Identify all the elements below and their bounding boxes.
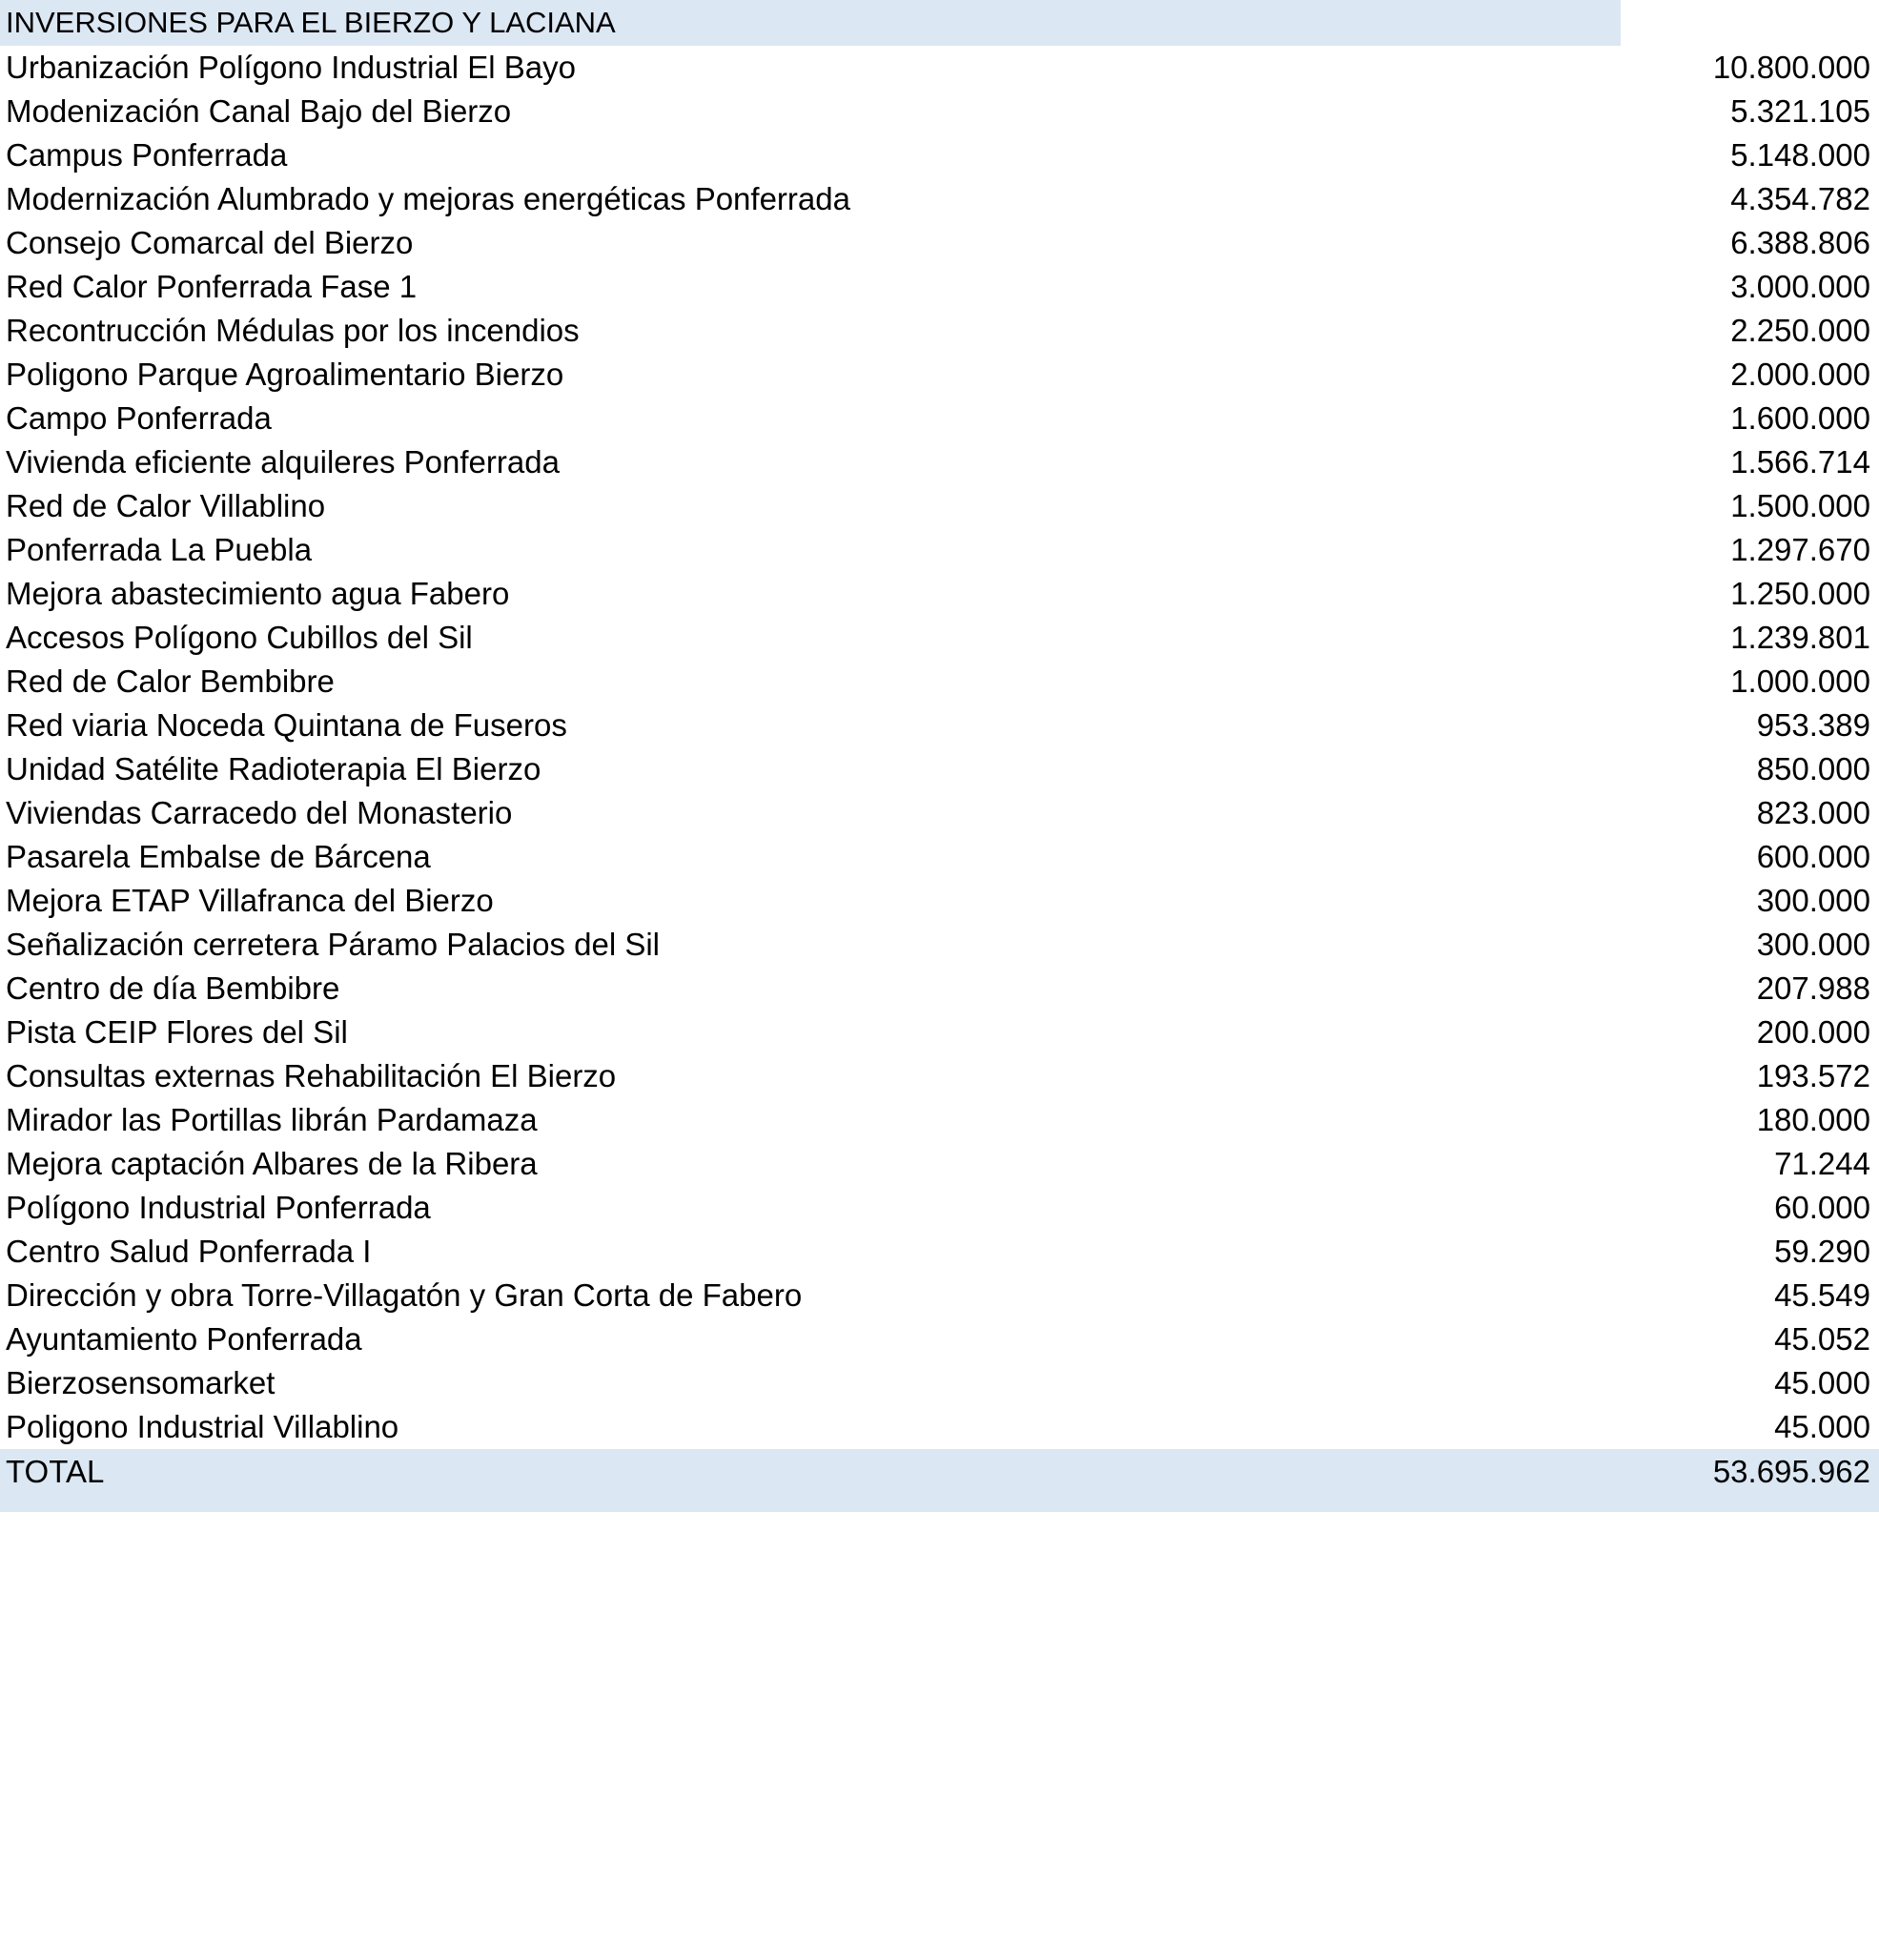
- table-row: [0, 1054, 1879, 1098]
- row-amount: 1.239.801: [1730, 620, 1870, 655]
- row-label: Consejo Comarcal del Bierzo: [6, 225, 414, 260]
- row-amount: 953.389: [1756, 707, 1870, 743]
- row-label: Consultas externas Rehabilitación El Bierzo: [6, 1058, 617, 1093]
- table-row: [0, 967, 1879, 1011]
- row-amount: 5.321.105: [1730, 93, 1870, 129]
- table-row: [0, 1186, 1879, 1230]
- table-row: [0, 1011, 1879, 1054]
- row-amount: 2.250.000: [1730, 313, 1870, 348]
- table-header-row: [0, 0, 1879, 46]
- row-label: Centro Salud Ponferrada I: [6, 1234, 372, 1269]
- row-amount: 1.000.000: [1730, 664, 1870, 699]
- row-label: Campus Ponferrada: [6, 137, 288, 173]
- table-row: [0, 133, 1879, 177]
- row-label: Polígono Industrial Ponferrada: [6, 1190, 431, 1225]
- table-title: INVERSIONES PARA EL BIERZO Y LACIANA: [6, 6, 616, 39]
- table-row: [0, 1142, 1879, 1186]
- table-row: [0, 791, 1879, 835]
- row-label: Red Calor Ponferrada Fase 1: [6, 269, 418, 304]
- row-amount: 1.250.000: [1730, 576, 1870, 611]
- row-amount: 600.000: [1756, 839, 1870, 874]
- row-amount: 1.500.000: [1730, 488, 1870, 523]
- row-label: Red viaria Noceda Quintana de Fuseros: [6, 707, 567, 743]
- row-label: Dirección y obra Torre-Villagatón y Gran Corta de Fabero: [6, 1277, 803, 1313]
- table-row: [0, 440, 1879, 484]
- row-amount: 6.388.806: [1730, 225, 1870, 260]
- row-label: Ponferrada La Puebla: [6, 532, 313, 567]
- table-row: [0, 1274, 1879, 1317]
- table-row: [0, 879, 1879, 923]
- row-label: Mejora ETAP Villafranca del Bierzo: [6, 883, 494, 918]
- table-row: [0, 704, 1879, 747]
- row-amount: 5.148.000: [1730, 137, 1870, 173]
- row-amount: 850.000: [1756, 751, 1870, 786]
- row-label: Pista CEIP Flores del Sil: [6, 1014, 348, 1050]
- row-label: Accesos Polígono Cubillos del Sil: [6, 620, 473, 655]
- row-label: Viviendas Carracedo del Monasterio: [6, 795, 513, 830]
- table-row: [0, 572, 1879, 616]
- row-amount: 180.000: [1756, 1102, 1870, 1137]
- table-row: [0, 747, 1879, 791]
- table-row: [0, 835, 1879, 879]
- row-amount: 3.000.000: [1730, 269, 1870, 304]
- row-label: Pasarela Embalse de Bárcena: [6, 839, 431, 874]
- table-row: [0, 660, 1879, 704]
- table-row: [0, 353, 1879, 397]
- row-label: Mirador las Portillas librán Pardamaza: [6, 1102, 538, 1137]
- table-row: [0, 1317, 1879, 1361]
- total-amount: 53.695.962: [1712, 1454, 1870, 1489]
- row-label: Campo Ponferrada: [6, 400, 272, 436]
- row-label: Centro de día Bembibre: [6, 970, 340, 1006]
- table-row: [0, 1361, 1879, 1405]
- row-label: Bierzosensomarket: [6, 1365, 276, 1400]
- row-amount: 200.000: [1756, 1014, 1870, 1050]
- table-row: [0, 90, 1879, 133]
- total-label: TOTAL: [6, 1454, 105, 1489]
- table-row: [0, 46, 1879, 90]
- row-amount: 4.354.782: [1730, 181, 1870, 216]
- table-row: [0, 221, 1879, 265]
- row-label: Mejora abastecimiento agua Fabero: [6, 576, 510, 611]
- row-amount: 1.600.000: [1730, 400, 1870, 436]
- row-label: Modernización Alumbrado y mejoras energéticas Ponferrada: [6, 181, 850, 216]
- row-amount: 300.000: [1756, 927, 1870, 962]
- row-amount: 1.297.670: [1730, 532, 1870, 567]
- table-row: [0, 1405, 1879, 1449]
- row-amount: 823.000: [1756, 795, 1870, 830]
- row-amount: 59.290: [1774, 1234, 1870, 1269]
- table-total-row: [0, 1449, 1879, 1512]
- table-row: [0, 309, 1879, 353]
- table-row: [0, 616, 1879, 660]
- table-row: [0, 265, 1879, 309]
- row-label: Unidad Satélite Radioterapia El Bierzo: [6, 751, 541, 786]
- table-row: [0, 397, 1879, 440]
- row-amount: 45.000: [1774, 1365, 1870, 1400]
- row-label: Poligono Industrial Villablino: [6, 1409, 399, 1444]
- row-label: Red de Calor Villablino: [6, 488, 326, 523]
- row-amount: 2.000.000: [1730, 357, 1870, 392]
- row-label: Modenización Canal Bajo del Bierzo: [6, 93, 512, 129]
- row-amount: 300.000: [1756, 883, 1870, 918]
- table-body: [0, 46, 1879, 1449]
- table-row: [0, 177, 1879, 221]
- table-row: [0, 1098, 1879, 1142]
- row-amount: 10.800.000: [1712, 50, 1870, 85]
- row-amount: 60.000: [1774, 1190, 1870, 1225]
- row-label: Mejora captación Albares de la Ribera: [6, 1146, 538, 1181]
- row-label: Urbanización Polígono Industrial El Bayo: [6, 50, 577, 85]
- row-amount: 1.566.714: [1730, 444, 1870, 480]
- row-label: Vivienda eficiente alquileres Ponferrada: [6, 444, 560, 480]
- row-amount: 45.549: [1774, 1277, 1870, 1313]
- row-label: Señalización cerretera Páramo Palacios del Sil: [6, 927, 661, 962]
- row-amount: 45.052: [1774, 1321, 1870, 1357]
- row-label: Recontrucción Médulas por los incendios: [6, 313, 580, 348]
- table-row: [0, 1230, 1879, 1274]
- row-amount: 45.000: [1774, 1409, 1870, 1444]
- table-row: [0, 528, 1879, 572]
- row-amount: 71.244: [1774, 1146, 1870, 1181]
- row-label: Red de Calor Bembibre: [6, 664, 335, 699]
- row-amount: 207.988: [1756, 970, 1870, 1006]
- row-label: Poligono Parque Agroalimentario Bierzo: [6, 357, 564, 392]
- table-row: [0, 484, 1879, 528]
- table-row: [0, 923, 1879, 967]
- row-amount: 193.572: [1756, 1058, 1870, 1093]
- row-label: Ayuntamiento Ponferrada: [6, 1321, 362, 1357]
